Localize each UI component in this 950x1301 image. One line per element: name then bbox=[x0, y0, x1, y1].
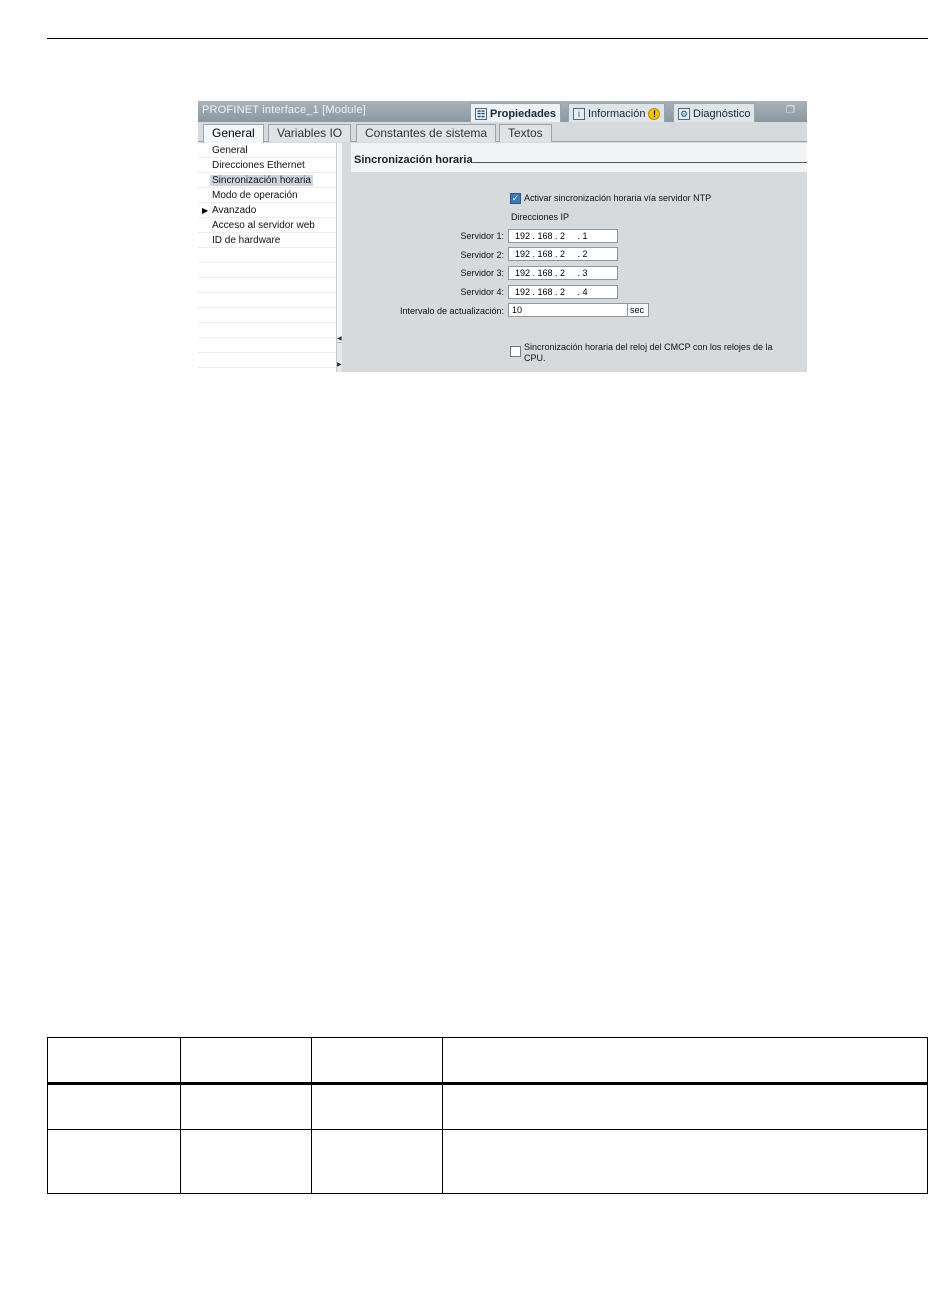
interval-unit: sec bbox=[628, 303, 649, 317]
properties-panel bbox=[198, 101, 807, 372]
page-top-rule bbox=[47, 38, 928, 39]
info-icon: i bbox=[573, 108, 585, 120]
subtab-variables-io[interactable]: Variables IO bbox=[268, 124, 351, 142]
window-title: PROFINET interface_1 [Module] bbox=[202, 104, 366, 116]
nav-empty-row bbox=[198, 278, 336, 293]
tab-propiedades[interactable] bbox=[470, 103, 561, 122]
table-cell bbox=[180, 1038, 311, 1084]
table-cell bbox=[311, 1038, 442, 1084]
tab-diagnostico[interactable] bbox=[673, 103, 755, 122]
restore-window-icon[interactable]: ❐ bbox=[786, 105, 795, 116]
table-cell bbox=[311, 1130, 442, 1194]
nav-item-sincronizacion-horaria[interactable]: Sincronización horaria bbox=[212, 175, 311, 186]
nav-tree bbox=[198, 143, 342, 372]
ip-addresses-header: Direcciones IP bbox=[511, 212, 570, 222]
nav-item-general[interactable]: General bbox=[212, 145, 248, 156]
tab-informacion-label: Información bbox=[588, 108, 646, 120]
section-title: Sincronización horaria bbox=[354, 154, 473, 166]
table-cell bbox=[180, 1084, 311, 1130]
nav-empty-row bbox=[198, 323, 336, 338]
table-cell bbox=[48, 1038, 181, 1084]
section-body bbox=[351, 172, 807, 372]
cmcp-sync-label-line1: Sincronización horaria del reloj del CMCP con los relojes de la bbox=[524, 342, 773, 352]
table-cell bbox=[48, 1084, 181, 1130]
nav-item-avanzado[interactable]: Avanzado bbox=[212, 205, 257, 216]
cmcp-sync-checkbox[interactable] bbox=[510, 346, 521, 357]
server-3-ip-input[interactable]: 192 . 168 . 2 . 3 bbox=[508, 266, 618, 280]
content-area bbox=[351, 143, 807, 372]
subtab-textos[interactable]: Textos bbox=[499, 124, 552, 142]
table-cell bbox=[442, 1038, 927, 1084]
cmcp-sync-label-line2: CPU. bbox=[524, 353, 546, 363]
table-cell bbox=[311, 1084, 442, 1130]
subtab-bar bbox=[198, 122, 807, 142]
server-3-label: Servidor 3: bbox=[460, 268, 504, 278]
nav-empty-row bbox=[198, 308, 336, 323]
table-header-row bbox=[48, 1038, 928, 1084]
nav-empty-row bbox=[198, 263, 336, 278]
nav-empty-row bbox=[198, 353, 336, 368]
section-divider bbox=[473, 162, 807, 163]
scroll-left-icon[interactable]: ◀ bbox=[337, 336, 342, 342]
server-2-ip-input[interactable]: 192 . 168 . 2 . 2 bbox=[508, 247, 618, 261]
interval-input[interactable]: 10 bbox=[508, 303, 628, 317]
tab-informacion[interactable] bbox=[568, 103, 665, 122]
nav-item-acceso-servidor-web[interactable]: Acceso al servidor web bbox=[212, 220, 315, 231]
document-table bbox=[47, 1037, 928, 1194]
server-1-label: Servidor 1: bbox=[460, 231, 504, 241]
ntp-sync-checkbox[interactable]: ✓ bbox=[511, 193, 520, 203]
server-4-label: Servidor 4: bbox=[460, 287, 504, 297]
nav-item-modo-operacion[interactable]: Modo de operación bbox=[212, 190, 298, 201]
table-cell bbox=[180, 1130, 311, 1194]
server-4-ip-input[interactable]: 192 . 168 . 2 . 4 bbox=[508, 285, 618, 299]
properties-icon: ☷ bbox=[476, 109, 486, 119]
tab-diagnostico-label: Diagnóstico bbox=[693, 108, 751, 120]
nav-empty-row bbox=[198, 293, 336, 308]
nav-item-id-hardware[interactable]: ID de hardware bbox=[212, 235, 281, 246]
server-2-label: Servidor 2: bbox=[460, 250, 504, 260]
nav-scrollbar[interactable] bbox=[336, 143, 342, 372]
expand-arrow-icon[interactable]: ▶ bbox=[202, 206, 209, 215]
nav-empty-row bbox=[198, 248, 336, 263]
table-row bbox=[48, 1084, 928, 1130]
table-cell bbox=[442, 1084, 927, 1130]
subtab-constantes[interactable]: Constantes de sistema bbox=[356, 124, 496, 142]
interval-label: Intervalo de actualización: bbox=[399, 306, 504, 316]
warning-icon: ! bbox=[648, 108, 660, 120]
subtab-general[interactable]: General bbox=[203, 124, 264, 143]
scrollbar-thumb[interactable] bbox=[337, 143, 342, 343]
diagnostics-icon: ⚙ bbox=[679, 109, 689, 119]
table-cell bbox=[48, 1130, 181, 1194]
ntp-sync-label: Activar sincronización horaria vía servidor NTP bbox=[524, 193, 712, 203]
tab-propiedades-label: Propiedades bbox=[490, 108, 557, 120]
server-1-ip-input[interactable]: 192 . 168 . 2 . 1 bbox=[508, 229, 618, 243]
scroll-right-icon[interactable]: ▶ bbox=[337, 362, 342, 368]
inspector-title-bar bbox=[198, 101, 807, 122]
table-row bbox=[48, 1130, 928, 1194]
table-cell bbox=[442, 1130, 927, 1194]
nav-empty-row bbox=[198, 338, 336, 353]
nav-item-direcciones-ethernet[interactable]: Direcciones Ethernet bbox=[212, 160, 305, 171]
